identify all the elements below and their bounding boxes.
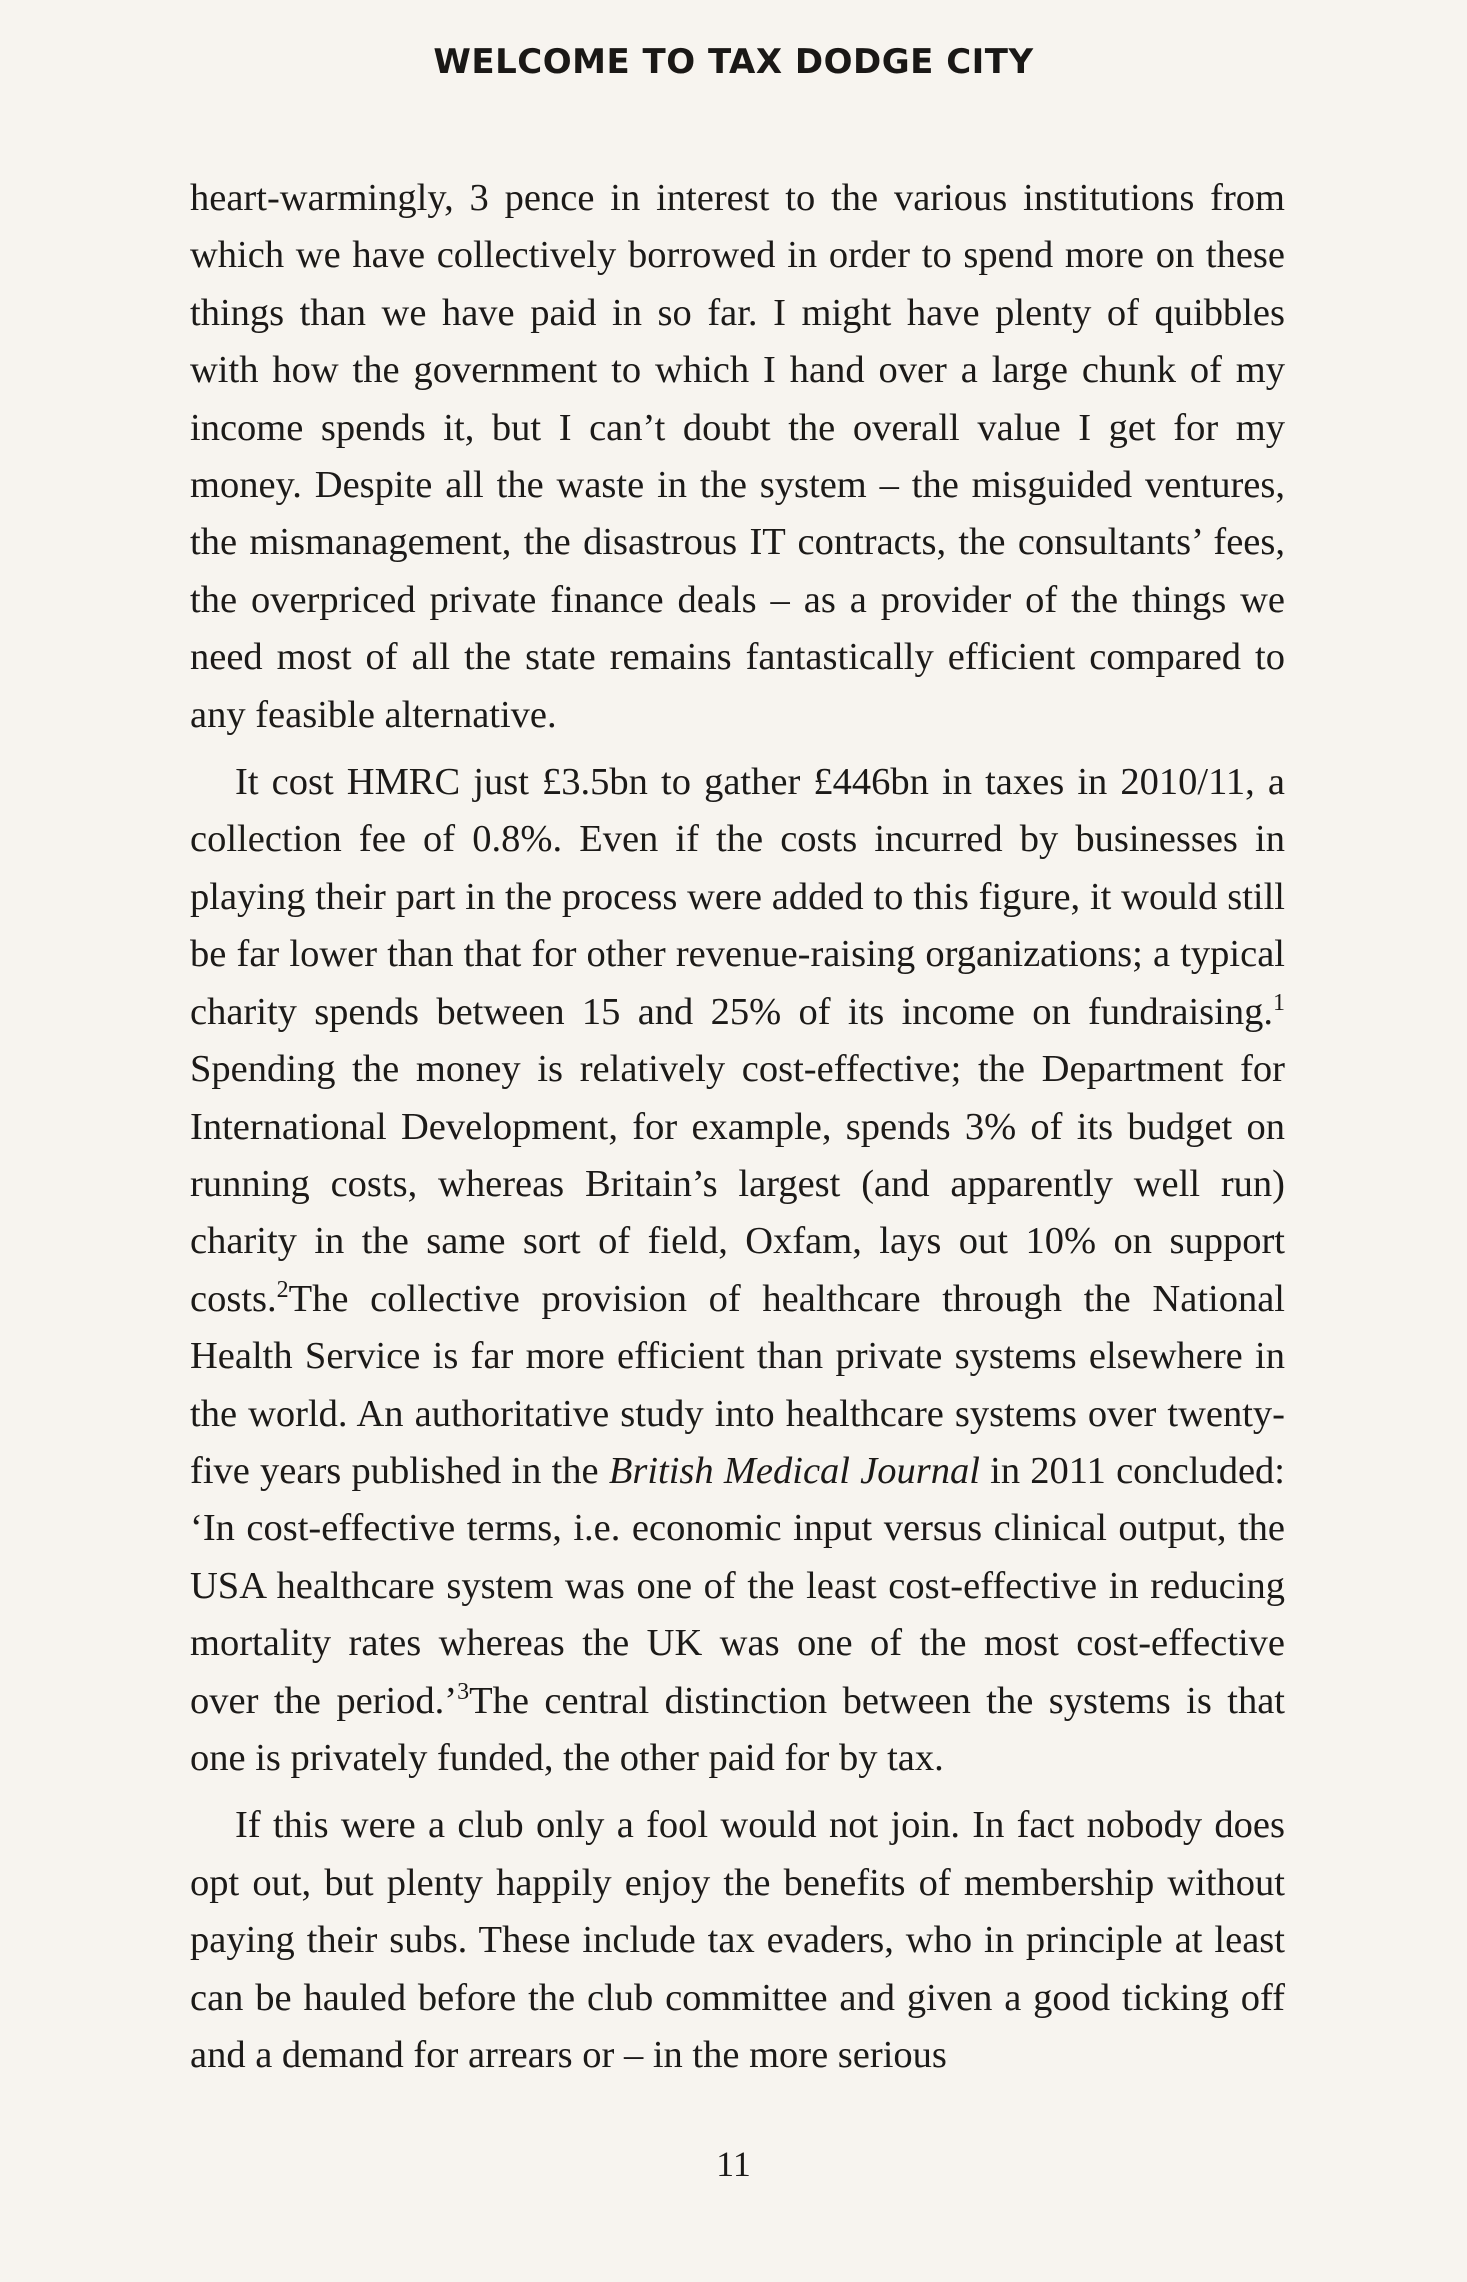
paragraph-2 [190,754,1285,1787]
page-number: 11 [716,2144,751,2184]
running-head: WELCOME TO TAX DODGE CITY [433,42,1034,82]
paragraph-1: heart-warmingly, 3 pence in interest to the various institutions from which we have collectively borrowed in order to spend more on these things than we have paid in so far. I might have plenty of quibbles with how the government to which I hand over a large chunk of my income spends it, but I can’t doubt the overall value I get for my money. Despite all the waste in the system – the misguided ventures, the mismanagement, the disastrous IT contracts, the consultants’ fees, the overpriced private finance deals – as a provider of the things we need most of all the state remains fantastically efficient compared to any feasible alternative. [190,177,1285,736]
paragraph-3: If this were a club only a fool would not join. In fact nobody does opt out, but plenty happily enjoy the benefits of membership without paying their subs. These include tax evaders, who in principle at least can be hauled before the club committee and given a good ticking off and a demand for arrears or – in the more serious [190,1804,1285,2076]
paragraph-2-part-5: The central distinction between the systems is that one is privately funded, the other paid for by tax. [190,1679,1286,1779]
footnote-ref-2: 2 [276,1276,289,1303]
journal-title: British Medical Journal [608,1449,980,1492]
footnote-ref-1: 1 [1273,989,1285,1016]
paragraph-2-part-1: It cost HMRC just £3.5bn to gather £446bn in taxes in 2010/11, a collection fee of 0.8%. Even if the costs incurred by businesses in playing their part in the process were added to this figure, it would still be far lower than that for other revenue-raising organizations; a typical charity spends between 15 and 25% of its income on fundraising. [190,761,1285,1033]
paragraph-2-part-2: Spending the money is relatively cost-effective; the Department for International Development, for example, spends 3% of its budget on running costs, whereas Britain’s largest (and apparently well run) charity in the same sort of field, Oxfam, lays out 10% on support costs. [190,1048,1285,1320]
footnote-ref-3: 3 [457,1678,470,1705]
paragraph-2-part-3: The collective provision of healthcare through the National Health Service is far more efficient than private systems elsewhere in the world. An authoritative study into healthcare systems over twenty-five years published in the [190,1277,1285,1492]
paragraph-2-part-4: in 2011 concluded: ‘In cost-effective terms, i.e. economic input versus clinical output, the USA healthcare system was one of the least cost-effective in reducing mortality rates whereas the UK was one of the most cost-effective over the period.’ [190,1449,1285,1722]
body-text [190,170,1285,2084]
